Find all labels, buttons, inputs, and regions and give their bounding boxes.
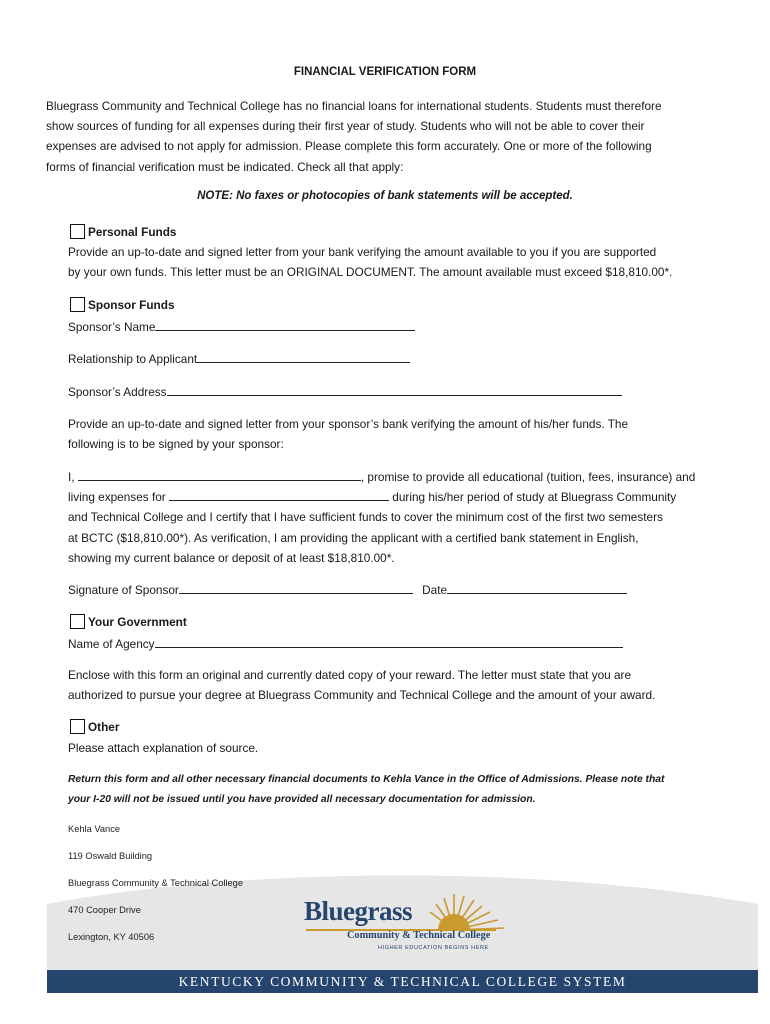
signature-field[interactable] <box>179 581 413 594</box>
footer-text: KENTUCKY COMMUNITY & TECHNICAL COLLEGE SYSTEM <box>178 974 627 989</box>
personal-funds-option[interactable] <box>70 224 177 239</box>
sponsor-name-row <box>68 318 415 334</box>
government-option[interactable] <box>70 614 187 629</box>
logo-tagline: HIGHER EDUCATION BEGINS HERE <box>378 945 489 951</box>
address-street: 470 Cooper Drive <box>68 905 141 915</box>
other-text: Please attach explanation of source. <box>68 741 259 755</box>
sponsor-address-field[interactable] <box>167 383 622 396</box>
government-checkbox[interactable] <box>70 614 85 629</box>
promise-line: at BCTC ($18,810.00*). As verification, I am providing the applicant with a certified bank statement in English, <box>68 530 639 545</box>
government-text <box>68 665 736 705</box>
date-field[interactable] <box>447 581 627 594</box>
other-heading: Other <box>88 719 120 734</box>
promise-text: during his/her period of study at Bluegrass Community <box>392 490 677 505</box>
sponsor-funds-checkbox[interactable] <box>70 297 85 312</box>
other-option[interactable] <box>70 719 119 734</box>
sponsor-funds-heading: Sponsor Funds <box>88 297 175 312</box>
note: NOTE: No faxes or photocopies of bank statements will be accepted. <box>197 190 573 202</box>
agency-label: Name of Agency <box>68 637 155 651</box>
promise-line: and Technical College and I certify that I have sufficient funds to cover the minimum cost of the first two semesters <box>68 510 663 525</box>
sponsor-address-row <box>68 383 622 399</box>
relationship-row <box>68 350 410 366</box>
address-building: 119 Oswald Building <box>68 851 153 861</box>
relationship-field[interactable] <box>197 350 410 363</box>
promise-text: , promise to provide all educational (tuition, fees, insurance) and <box>360 470 696 484</box>
logo-subtitle: Community & Technical College <box>347 930 491 941</box>
agency-row <box>68 635 623 651</box>
signature-row <box>68 581 627 597</box>
text-line: Provide an up-to-date and signed letter from your bank verifying the amount available to you if you are supported <box>68 245 657 259</box>
sponsor-address-label: Sponsor’s Address <box>68 385 167 399</box>
personal-funds-checkbox[interactable] <box>70 224 85 239</box>
government-heading: Your Government <box>88 614 187 629</box>
personal-funds-heading: Personal Funds <box>88 224 177 239</box>
personal-funds-text <box>68 242 736 282</box>
sunburst-icon <box>424 892 506 934</box>
page-title: FINANCIAL VERIFICATION FORM <box>293 66 477 78</box>
text-line: following is to be signed by your sponsor: <box>68 437 284 452</box>
sponsor-name-field[interactable] <box>155 318 415 331</box>
text-line: your I-20 will not be issued until you have provided all necessary documentation for admission. <box>68 793 536 805</box>
intro-paragraph <box>46 96 726 177</box>
date-label: Date <box>422 583 448 597</box>
sponsor-promise-name-field[interactable] <box>78 468 361 481</box>
text-line: by your own funds. This letter must be an ORIGINAL DOCUMENT. The amount available must exceed $18,810.00*. <box>68 265 673 280</box>
address-college: Bluegrass Community & Technical College <box>68 878 244 888</box>
sponsor-name-label: Sponsor’s Name <box>68 320 156 334</box>
intro-line: forms of financial verification must be indicated. Check all that apply: <box>46 159 404 174</box>
promise-line <box>68 487 736 507</box>
relationship-label: Relationship to Applicant <box>68 352 198 366</box>
text-line: authorized to pursue your degree at Bluegrass Community and Technical College and the amount of your award. <box>68 688 656 703</box>
promise-i: I, <box>68 470 75 484</box>
other-checkbox[interactable] <box>70 719 85 734</box>
intro-line: show sources of funding for all expenses during their first year of study. Students who will not be able to cover their <box>46 119 645 134</box>
promise-text: living expenses for <box>68 490 166 505</box>
sponsor-promise <box>68 467 736 568</box>
sponsor-bank-text <box>68 414 736 454</box>
intro-line: Bluegrass Community and Technical College has no financial loans for international students. Students must therefore <box>46 99 662 113</box>
promise-line <box>68 467 736 487</box>
sponsor-funds-option[interactable] <box>70 297 175 312</box>
text-line: Provide an up-to-date and signed letter from your sponsor’s bank verifying the amount of his/her funds. The <box>68 417 629 431</box>
signature-label: Signature of Sponsor <box>68 583 179 597</box>
address-name: Kehla Vance <box>68 824 121 834</box>
intro-line: expenses are advised to not apply for admission. Please complete this form accurately. One or more of the following <box>46 139 652 154</box>
address-city: Lexington, KY 40506 <box>68 932 155 942</box>
text-line: Return this form and all other necessary financial documents to Kehla Vance in the Office of Admissions. Please note that <box>68 774 665 785</box>
applicant-name-field[interactable] <box>169 488 389 501</box>
promise-line: showing my current balance or deposit of at least $18,810.00*. <box>68 550 395 565</box>
agency-field[interactable] <box>155 635 623 648</box>
text-line: Enclose with this form an original and currently dated copy of your reward. The letter must state that you are <box>68 668 632 682</box>
return-note <box>68 770 728 809</box>
logo-wordmark: Bluegrass <box>304 896 413 926</box>
